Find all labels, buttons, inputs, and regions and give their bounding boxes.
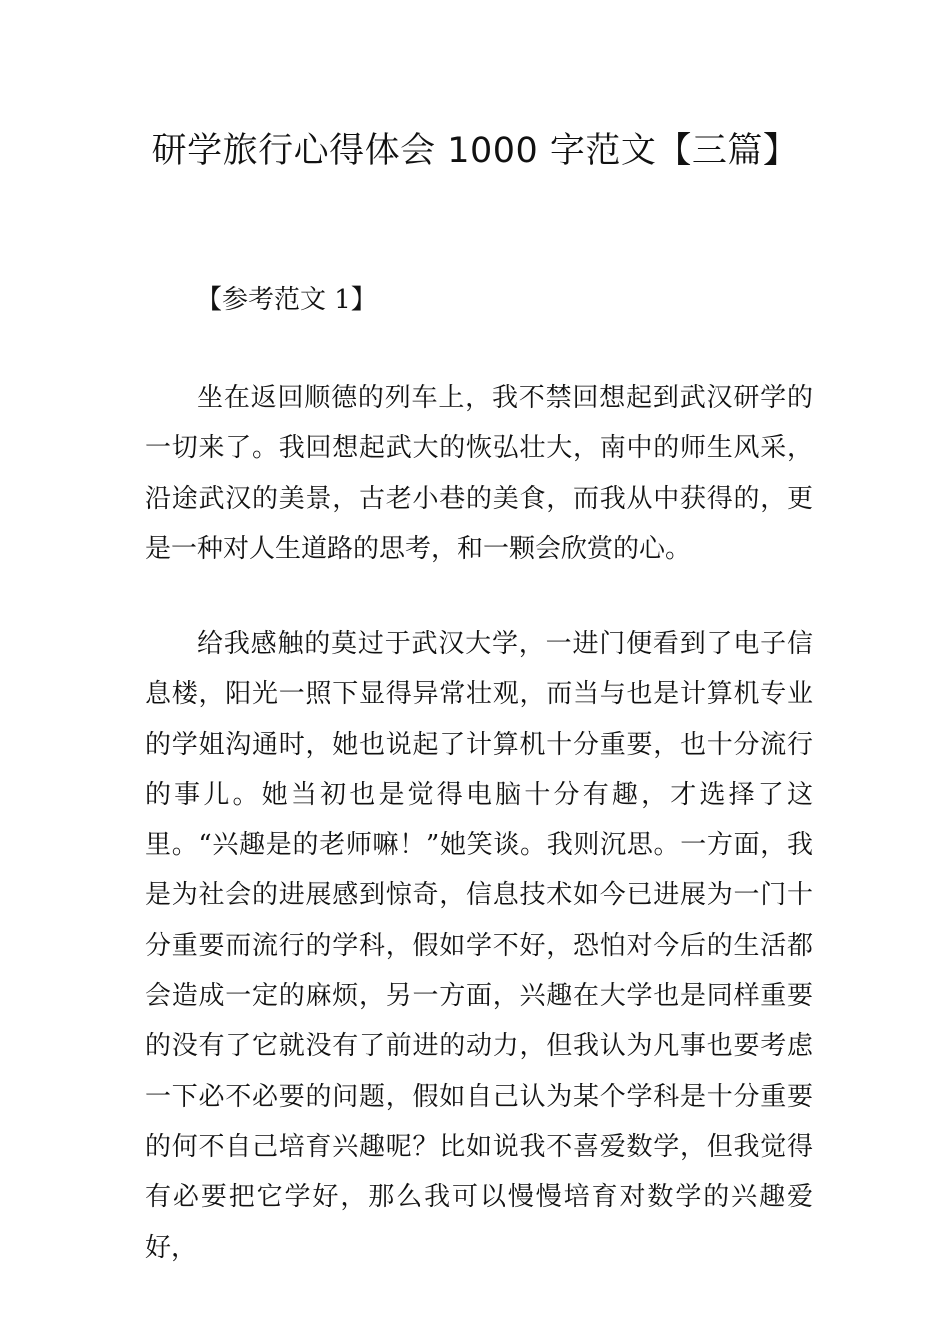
section-heading: 【参考范文 1】 bbox=[196, 285, 377, 315]
paragraph-1: 坐在返回顺德的列车上，我不禁回想起到武汉研学的一切来了。我回想起武大的恢弘壮大，南中的师生风采，沿途武汉的美景，古老小巷的美食，而我从中获得的，更是一种对人生道路的思考，和一颗会欣赏的心。 bbox=[145, 383, 813, 564]
document-title: 研学旅行心得体会 1000 字范文【三篇】 bbox=[151, 131, 799, 171]
paragraph-2: 给我感触的莫过于武汉大学，一进门便看到了电子信息楼，阳光一照下显得异常壮观，而当与也是计算机专业的学姐沟通时，她也说起了计算机十分重要，也十分流行的事儿。她当初也是觉得电脑十分有趣，才选择了这里。“兴趣是的老师嘛！”她笑谈。我则沉思。一方面，我是为社会的进展感到惊奇，信息技术如今已进展为一门十分重要而流行的学科，假如学不好，恐怕对今后的生活都会造成一定的麻烦，另一方面，兴趣在大学也是同样重要的没有了它就没有了前进的动力，但我认为凡事也要考虑一下必不必要的问题，假如自己认为某个学科是十分重要的何不自己培育兴趣呢？比如说我不喜爱数学，但我觉得有必要把它学好，那么我可以慢慢培育对数学的兴趣爱好， bbox=[145, 629, 813, 1263]
